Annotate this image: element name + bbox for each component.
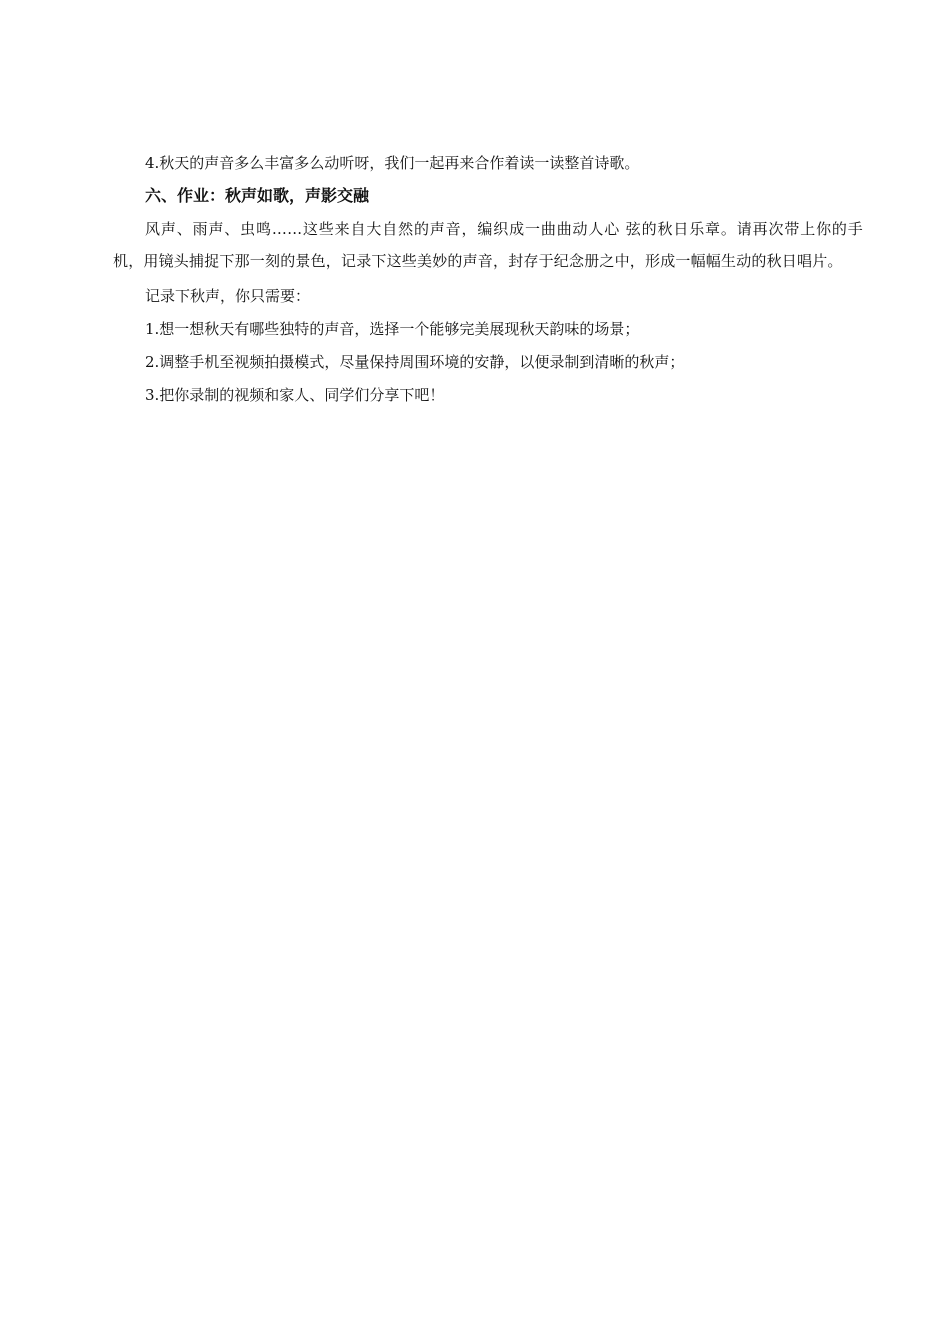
- homework-step-3: 3.把你录制的视频和家人、同学们分享下吧！: [145, 386, 445, 404]
- homework-step-2: 2.调整手机至视频拍摄模式，尽量保持周围环境的安静，以便录制到清晰的秋声；: [145, 353, 685, 371]
- homework-intro: 记录下秋声，你只需要：: [145, 287, 311, 305]
- section-heading: 六、作业：秋声如歌，声影交融: [145, 186, 370, 205]
- lesson-step-4: 4.秋天的声音多么丰富多么动听呀，我们一起再来合作着读一读整首诗歌。: [145, 154, 640, 172]
- homework-paragraph: 风声、雨声、虫鸣……这些来自大自然的声音，编织成一曲曲动人心 弦的秋日乐章。请再次带上你的手机，用镜头捕捉下那一刻的景色，记录下这些美妙的声音，封存于纪念册之中，形成一幅幅生动的秋日唱片。: [113, 220, 863, 270]
- homework-step-1: 1.想一想秋天有哪些独特的声音，选择一个能够完美展现秋天韵味的场景；: [145, 320, 640, 338]
- document-body: [113, 150, 863, 409]
